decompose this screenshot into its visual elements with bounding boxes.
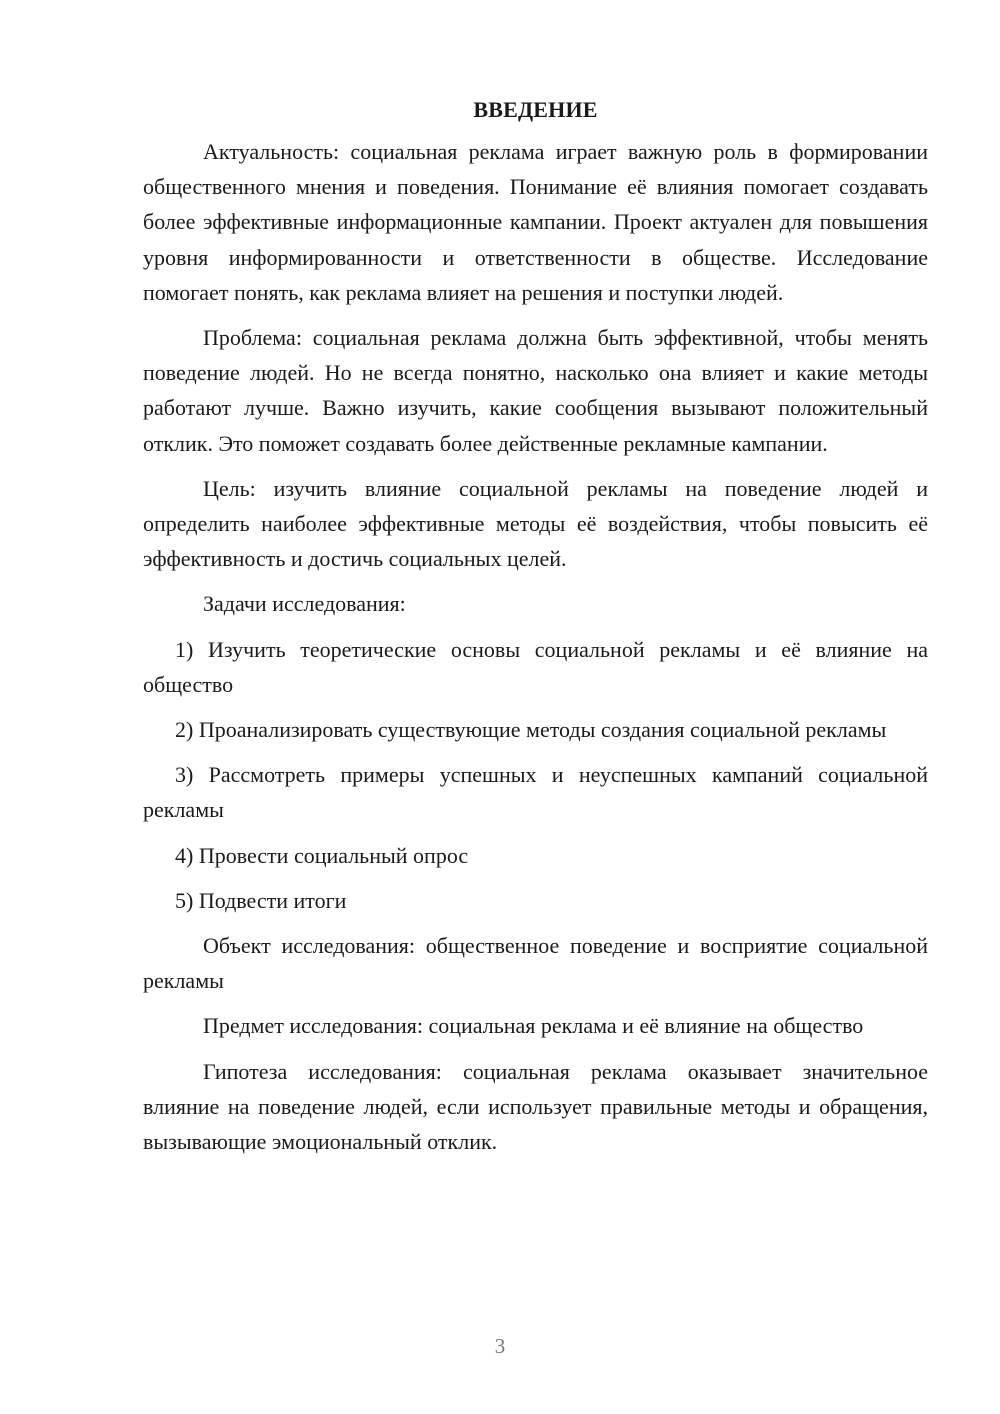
paragraph-subject: Предмет исследования: социальная реклама и её влияние на общество [203, 1013, 864, 1039]
tasks-heading: Задачи исследования: [203, 591, 406, 617]
tasks-list [143, 632, 928, 918]
list-item: 2) Проанализировать существующие методы создания социальной рекламы [175, 717, 887, 743]
paragraph-hypothesis: Гипотеза исследования: социальная реклама оказывает значительное влияние на поведение людей, если использует правильные методы и обращения, вызывающие эмоциональный отклик. [143, 1058, 928, 1155]
list-item: 4) Провести социальный опрос [175, 842, 469, 868]
paragraph-relevance: Актуальность: социальная реклама играет важную роль в формировании общественного мнения и поведения. Понимание её влияния помогает создавать более эффективные информационные кампании. Проект актуален для повышения уровня информированности и ответственности в обществе. Исследование помогает понять, как реклама влияет на решения и поступки людей. [143, 139, 928, 305]
paragraph-goal: Цель: изучить влияние социальной рекламы на поведение людей и определить наиболее эффективные методы её воздействия, чтобы повысить её эффективность и достичь социальных целей. [143, 475, 928, 572]
list-item: 5) Подвести итоги [175, 887, 347, 913]
document-page [143, 90, 928, 1360]
list-item: 3) Рассмотреть примеры успешных и неуспешных кампаний социальной рекламы [143, 762, 928, 823]
paragraph-object: Объект исследования: общественное поведение и восприятие социальной рекламы [143, 933, 928, 994]
paragraph-problem: Проблема: социальная реклама должна быть эффективной, чтобы менять поведение людей. Но не всегда понятно, насколько она влияет и какие методы работают лучше. Важно изучить, какие сообщения вызывают положительный отклик. Это поможет создавать более действенные рекламные кампании. [143, 325, 928, 456]
page-number: 3 [494, 1334, 506, 1358]
page-title: ВВЕДЕНИЕ [473, 97, 598, 122]
list-item: 1) Изучить теоретические основы социальной рекламы и её влияние на общество [143, 636, 928, 697]
